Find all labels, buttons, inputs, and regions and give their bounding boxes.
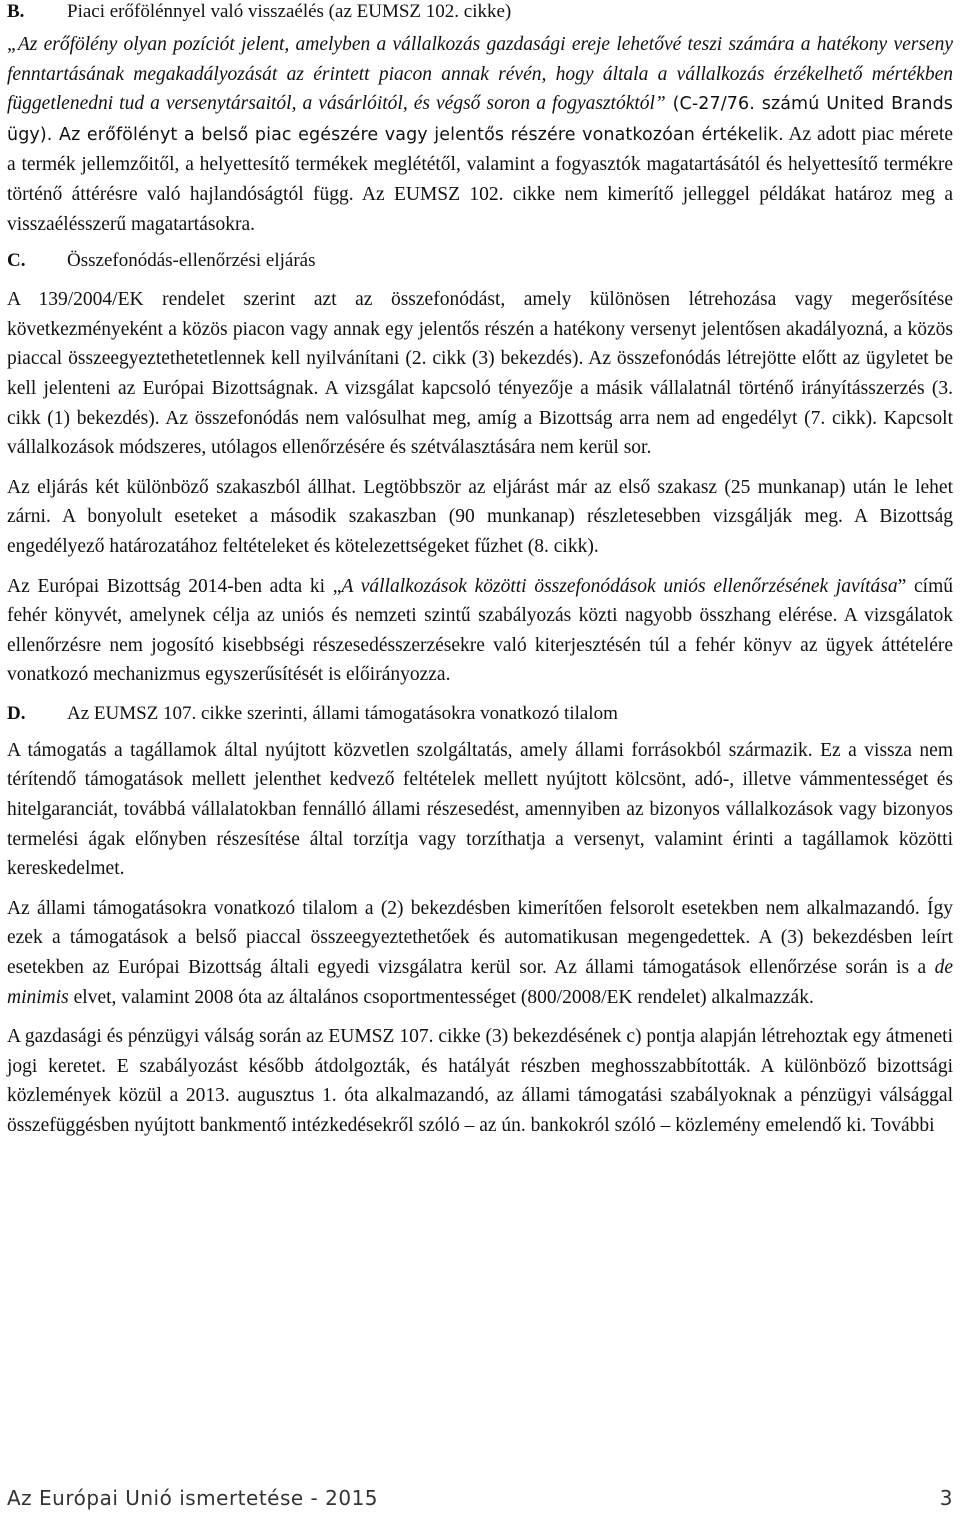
section-c-heading [7,249,953,273]
section-letter: C. [7,250,26,272]
section-title: Az EUMSZ 107. cikke szerinti, állami támogatásokra vonatkozó tilalom [67,702,618,724]
page-number: 3 [939,1486,953,1510]
section-d-paragraph-2 [7,894,953,1012]
section-title: Összefonódás-ellenőrzési eljárás [67,250,316,272]
section-b-paragraph [7,30,953,239]
section-b-heading [7,0,953,24]
section-d-paragraph-3: A gazdasági és pénzügyi válság során az EUMSZ 107. cikke (3) bekezdésének c) pontja alapján létrehoztak egy átmeneti jogi keretet. E szabályozást később átdolgozták, és hatályát részben meghosszabbították. A különböző bizottsági közlemények közül a 2013. augusztus 1. óta alkalmazandó, az állami támogatási szabályoknak a pénzügyi válsággal összefüggésben nyújtott bankmentő intézkedésekről szóló – az ún. bankokról szóló – közlemény emelendő ki. További [7,1026,953,1136]
section-title: Piaci erőfölénnyel való visszaélés (az EUMSZ 102. cikke) [67,1,512,22]
page-footer [7,1486,953,1510]
paragraph-text: Az adott piac mérete a termék jellemzőitől, a helyettesítő termékek meglététől, valamint a fogyasztók magatartásától és helyettesítő termékre történő áttérésre való hajlandóságtól függ. Az EUMSZ 102. cikke nem kimerítő jelleggel példákat határoz meg a visszaélésszerű magatartásokra. [7,123,953,235]
section-c-paragraph-2: Az eljárás két különböző szakaszból állhat. Legtöbbször az eljárást már az első szakasz (25 munkanap) után le lehet zárni. A bonyolult eseteket a második szakaszban (90 munkanap) részletesebben vizsgálják meg. A Bizottság engedélyező határozatához feltételeket és kötelezettségeket fűzhet (8. cikk). [7,476,953,557]
latin-term: de minimis [7,957,953,1008]
section-d-paragraph-1: A támogatás a tagállamok által nyújtott közvetlen szolgáltatás, amely állami forrásokból származik. Ez a vissza nem térítendő támogatások mellett jelenthet kedvező feltételek mellett nyújtott kölcsönt, adó-, illetve vámmentességet és hitelgaranciát, továbbá vállalatokban fennálló állami részesedést, amennyiben az bizonyos vállalkozások vagy bizonyos termelési ágak előnyben részesítése által torzítja vagy torzíthatja a versenyt, valamint érinti a tagállamok közötti kereskedelmet. [7,739,953,880]
section-c-paragraph-3 [7,572,953,690]
case-citation: (C-27/76. számú United Brands ügy). [7,94,954,145]
paragraph-text: ” című fehér könyvét, amelynek célja az uniós és nemzeti szintű szabályozás közti nagyobb összhang elérése. A vizsgálatok ellenőrzésre nem jogosító kisebbségi részesedésszerzésekre való kiterjesztésén túl a fehér könyv az ügyek áttételére vonatkozó mechanizmus egyszerűsítését is előirányozza. [7,575,953,686]
section-c-paragraph-1: A 139/2004/EK rendelet szerint azt az összefonódást, amely különösen létrehozása vagy megerősítése következményeként a közös piacon vagy annak egy jelentős részén a hatékony versenyt jelentősen akadályozná, a közös piaccal összeegyeztethetetlennek kell nyilvánítani (2. cikk (3) bekezdés). Az összefonódás létrejötte előtt az ügyletet be kell jelenteni az Európai Bizottságnak. A vizsgálat kapcsoló tényezője a másik vállalatnál történő irányításszerzés (3. cikk (1) bekezdés). Az összefonódás nem valósulhat meg, amíg a Bizottság arra nem ad engedélyt (7. cikk). Kapcsolt vállalkozások módszeres, utólagos ellenőrzésére és szétválasztására nem kerül sor. [7,289,953,459]
document-page [7,0,953,1141]
footer-title: Az Európai Unió ismertetése - 2015 [7,1486,379,1510]
assessment-sentence: Az erőfölényt a belső piac egészére vagy jelentős részére vonatkozóan értékelik. [52,124,784,145]
section-d-heading [7,702,953,726]
court-quote: „Az erőfölény olyan pozíciót jelent, amelyben a vállalkozás gazdasági ereje lehetővé teszi számára a hatékony verseny fenntartásának megakadályozását az érintett piacon annak révén, hogy általa a vállalkozás érzékelhető mértékben függetlenedni tud a versenytársaitól, a vásárlóitól, és végső soron a fogyasztóktól” [7,34,953,115]
paragraph-text: Az állami támogatásokra vonatkozó tilalom a (2) bekezdésben kimerítően felsorolt esetekben nem alkalmazandó. Így ezek a támogatások a belső piaccal összeegyeztethetőek és automatikusan megengedettek. A (3) bekezdésben leírt esetekben az Európai Bizottság általi egyedi vizsgálatra kerül sor. Az állami támogatások ellenőrzése során is a [7,897,953,979]
section-letter: D. [7,702,26,724]
paragraph-text: elvet, valamint 2008 óta az általános csoportmentességet (800/2008/EK rendelet) alkalmazzák. [68,986,814,1008]
section-letter: B. [7,1,25,22]
paragraph-text: Az Európai Bizottság 2014-ben adta ki „ [7,575,342,597]
white-paper-title: A vállalkozások közötti összefonódások uniós ellenőrzésének javítása [341,575,898,597]
